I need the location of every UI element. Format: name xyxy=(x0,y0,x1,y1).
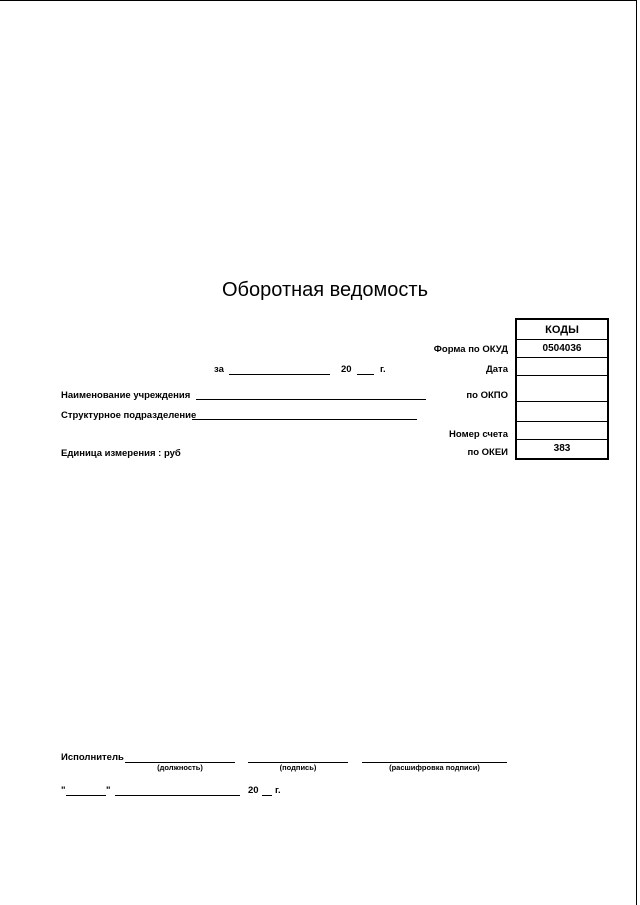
codes-header: КОДЫ xyxy=(517,320,607,340)
institution-label: Наименование учреждения xyxy=(61,390,191,401)
code-label-okei: по ОКЕИ xyxy=(467,447,508,458)
period-field[interactable] xyxy=(229,374,330,375)
position-caption: (должность) xyxy=(157,763,203,772)
code-value-okud[interactable]: 0504036 xyxy=(517,340,607,358)
subdivision-label: Структурное подразделение xyxy=(61,410,197,421)
code-label-okpo: по ОКПО xyxy=(466,390,508,401)
period-year-field[interactable] xyxy=(357,374,374,375)
period-prefix: за xyxy=(214,364,224,375)
period-year-suffix: г. xyxy=(380,364,386,375)
date-year-prefix: 20 xyxy=(248,785,259,796)
date-year-suffix: г. xyxy=(275,785,281,796)
code-value-account[interactable] xyxy=(517,422,607,440)
code-value-okei[interactable]: 383 xyxy=(553,443,571,454)
code-label-account: Номер счета xyxy=(449,429,508,440)
signature-caption: (подпись) xyxy=(279,763,317,772)
code-value-date[interactable] xyxy=(517,358,607,376)
page-title: Оборотная ведомость xyxy=(222,279,428,301)
page-edge-top xyxy=(0,0,636,1)
code-value-blank[interactable] xyxy=(517,402,607,422)
date-day-field[interactable] xyxy=(66,795,106,796)
executor-label: Исполнитель xyxy=(61,752,124,763)
page-edge-right xyxy=(636,0,637,905)
unit-label: Единица измерения : руб xyxy=(61,448,181,459)
subdivision-field[interactable] xyxy=(192,419,417,420)
decoding-caption: (расшифровка подписи) xyxy=(389,763,480,772)
date-quote-open: " xyxy=(61,785,66,796)
code-label-okud: Форма по ОКУД xyxy=(433,344,508,355)
codes-table xyxy=(515,318,609,460)
code-label-date: Дата xyxy=(486,364,508,375)
code-value-okpo[interactable] xyxy=(517,376,607,402)
date-quote-close: " xyxy=(106,785,111,796)
date-month-field[interactable] xyxy=(115,795,240,796)
date-year-field[interactable] xyxy=(262,795,272,796)
period-year-prefix: 20 xyxy=(341,364,352,375)
